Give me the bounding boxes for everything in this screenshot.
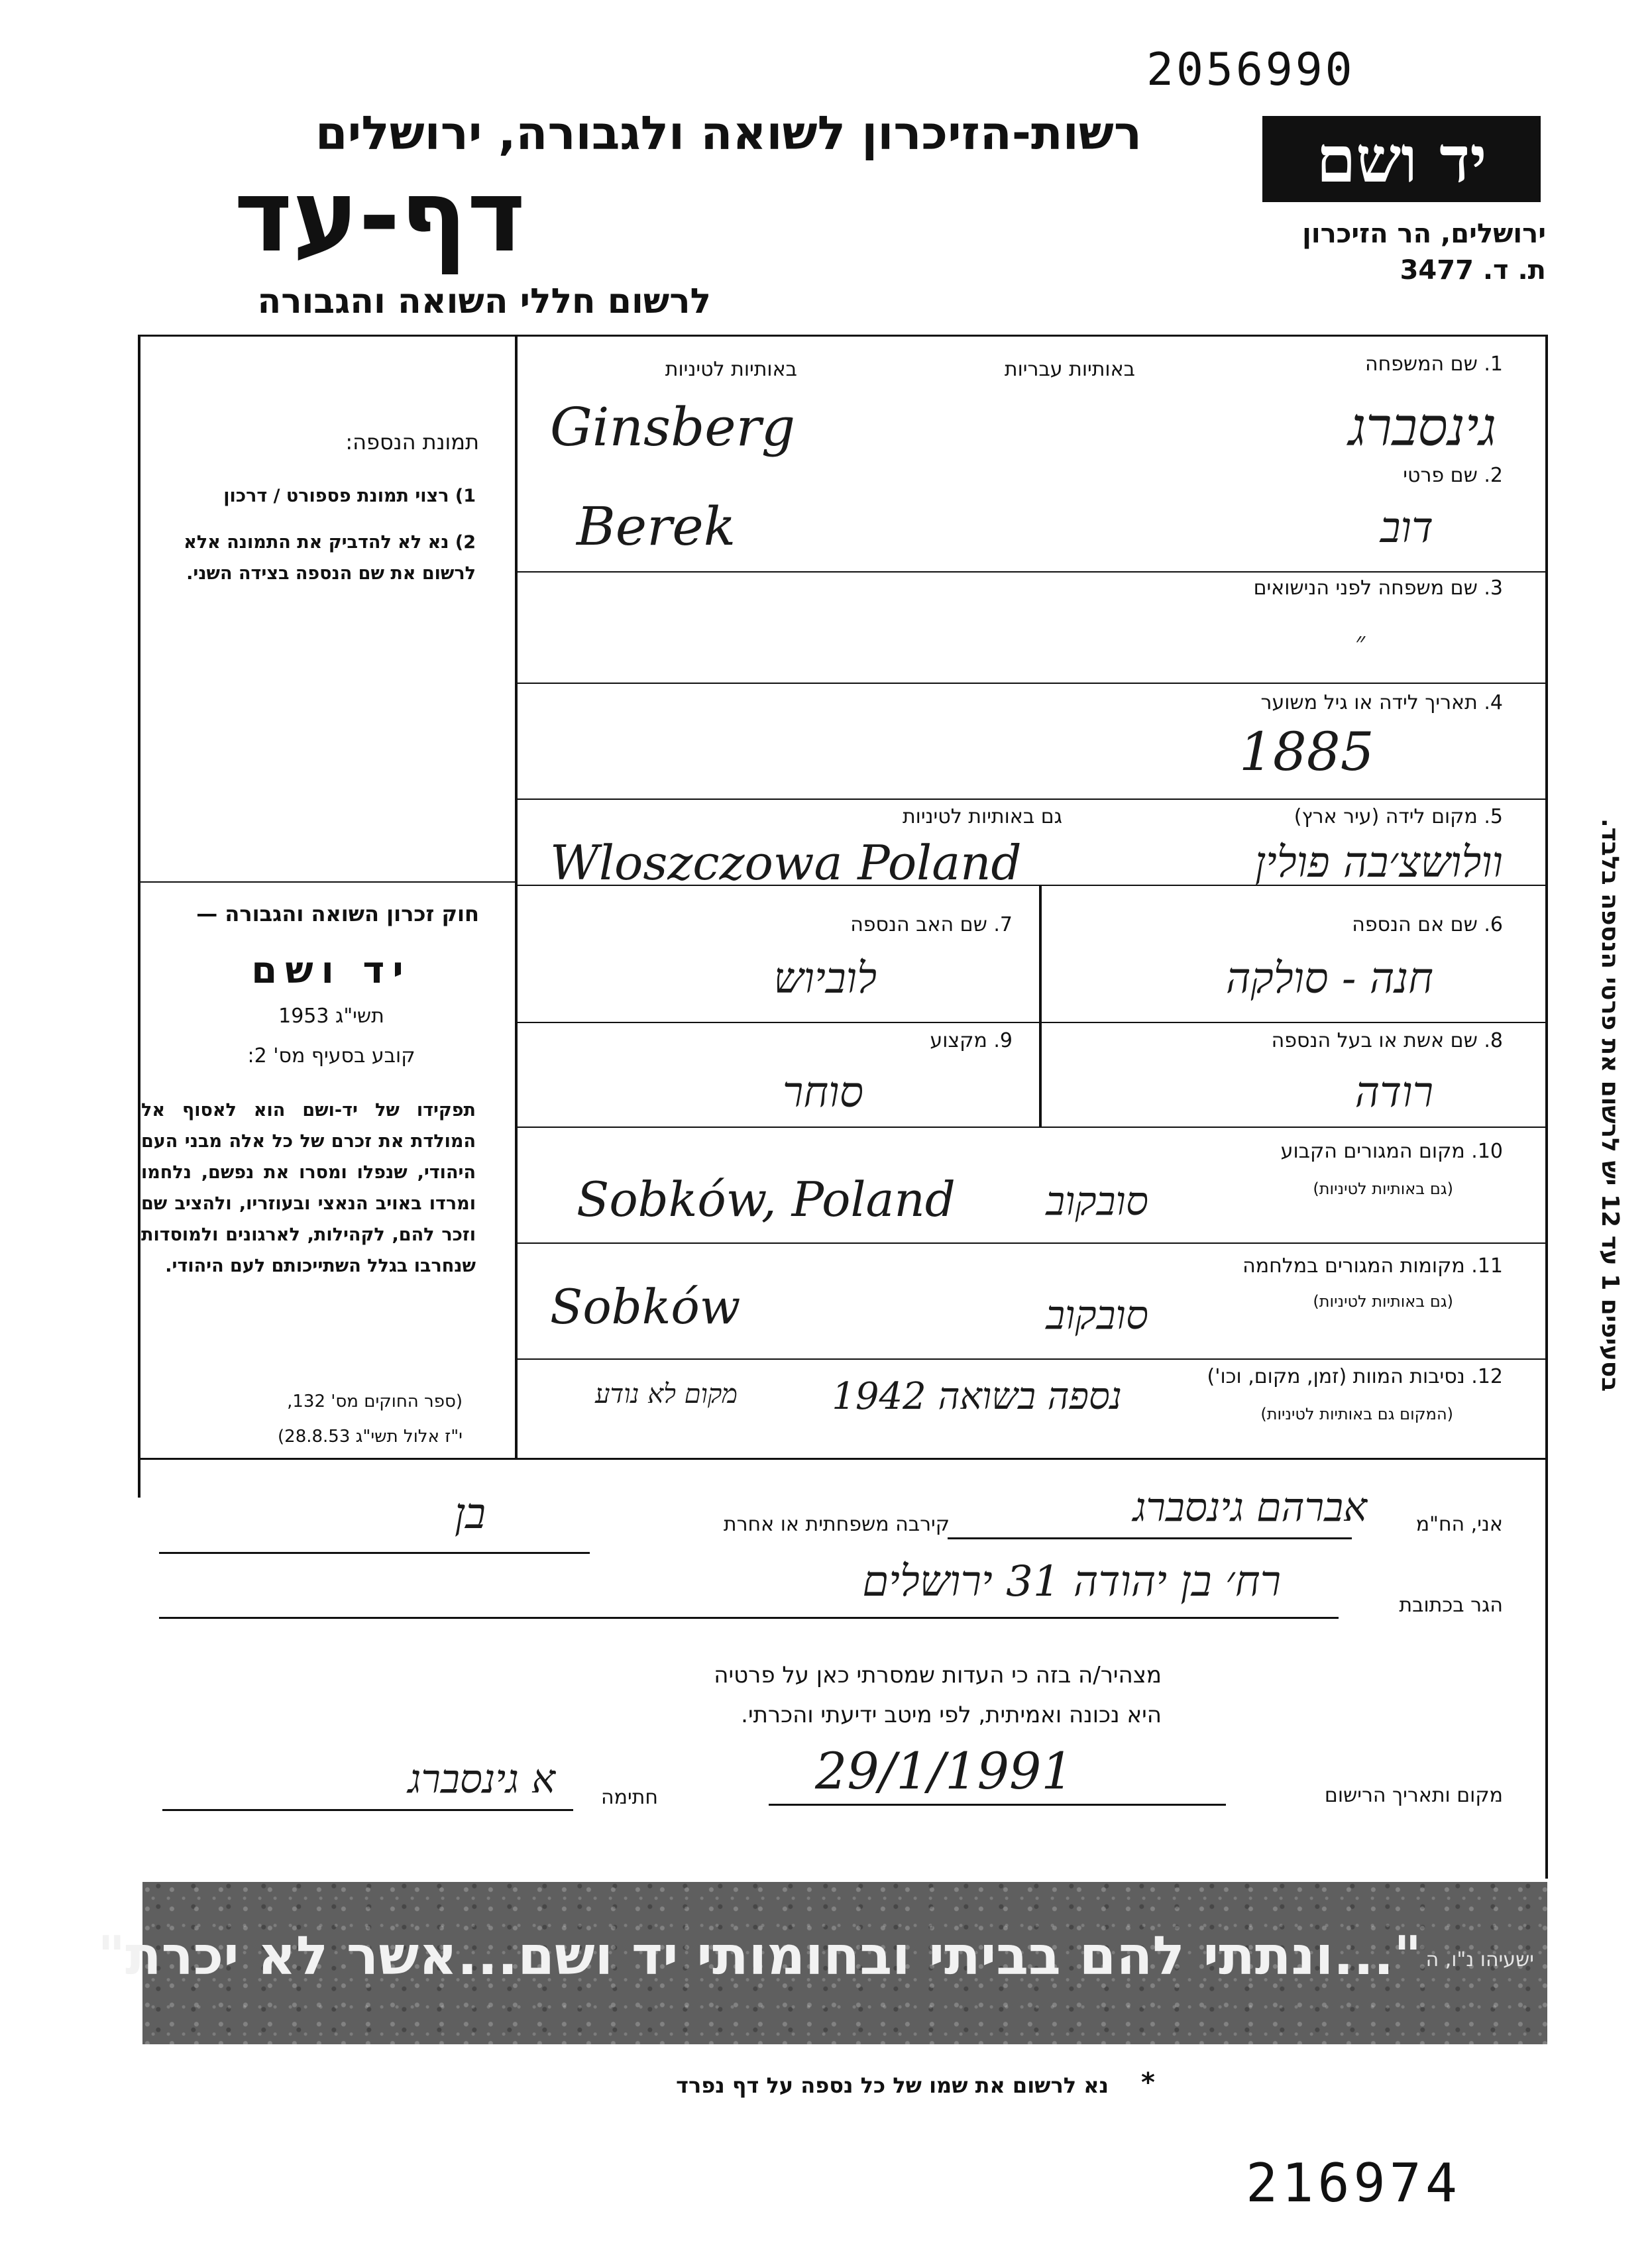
authority-name: רשות-הזיכרון לשואה ולגבורה, ירושלים [315,106,1142,160]
address-label: הגר בכתובת [1399,1594,1503,1617]
photo-title: תמונת הנספה: [345,429,479,455]
row-divider [515,1242,1545,1244]
row-divider [515,571,1545,573]
field-1-label: 1. שם המשפחה [1364,353,1503,376]
field-1-value-hebrew[interactable]: גינסברג [1348,396,1496,458]
signature-label: חתימה [600,1786,658,1809]
logo-block [1262,116,1541,202]
address-value[interactable]: רח׳ בן יהודה 31 ירושלים [862,1557,1281,1606]
field-11-label: 11. מקומות המגורים במלחמה [1242,1254,1503,1278]
serial-number-bottom: 216974 [1246,2152,1461,2214]
field-12-value[interactable]: נספה בשואה 1942 [832,1375,1122,1418]
relation-value[interactable]: בן [454,1490,486,1539]
row-divider [515,683,1545,684]
side-note: בסעיפים 1 עד 12 יש לרשום את פרטי הנספה בלבד. [1596,818,1624,1392]
field-2-label: 2. שם פרטי [1403,464,1503,487]
declarer-line [948,1537,1352,1539]
field-7-label: 7. שם האב הנספה [850,913,1013,936]
field-9-value[interactable]: סוחר [782,1068,863,1117]
signature-line [162,1809,573,1811]
field-6-value[interactable]: חנה - סולקה [1226,954,1433,1003]
declarer-label: אני, הח"מ [1415,1513,1503,1536]
yad-vashem-logo: יד ושם [1316,121,1487,197]
row-divider [515,1358,1545,1360]
serial-number-top: 2056990 [1146,44,1355,96]
page-title: דף-עד [234,159,525,274]
law-title: חוק זכרון השואה והגבורה — [196,901,479,926]
field-4-value[interactable]: 1885 [1239,721,1374,783]
law-source-2: י"ז אלול תשי"ג 28.8.53) [278,1427,463,1447]
field-5-value-hebrew[interactable]: וולושצ׳בה פולין [1254,838,1503,887]
place-date-label: מקום ותאריך הרישום [1324,1784,1503,1807]
place-date-value[interactable]: 29/1/1991 [815,1741,1074,1800]
statement-line-1: מצהיר/ה בזה כי העדות שמסרתי כאן על פרטיה [714,1662,1162,1688]
frame-top [138,335,1548,337]
field-12-label: 12. נסיבות המוות (זמן, מקום, וכו') [1207,1365,1503,1388]
fields-bottom [138,1458,1548,1460]
row-divider [515,798,1545,800]
field-6-label: 6. שם אם הנספה [1352,913,1503,936]
relation-line [159,1552,590,1554]
left-panel-divider [138,881,515,883]
frame-right [1545,335,1548,1879]
field-5-label: 5. מקום לידה (עיר ארץ) [1294,805,1503,828]
field-11-value-latin[interactable]: Sobków [550,1279,741,1335]
field-10-label: 10. מקום המגורים הקבוע [1280,1140,1503,1163]
column-divider [515,335,518,1458]
quote-banner [97,1882,1547,2044]
law-clause: קובע בסעיף מס' 2: [247,1044,415,1068]
field-2-value-latin[interactable]: Berek [577,496,736,557]
statement-line-2: היא נכונה ואמיתית, לפי מיטב ידיעתי והכרתי. [741,1702,1162,1728]
place-date-line [769,1804,1226,1806]
field-11-sub: (גם באותיות לטיניות) [1313,1292,1453,1311]
field-8-label: 8. שם אשת או בעל הנספה [1271,1029,1503,1052]
field-10-value-latin[interactable]: Sobków, Poland [577,1172,956,1227]
field-9-label: 9. מקצוע [930,1029,1013,1052]
address-line [159,1617,1339,1619]
field-10-sub: (גם באותיות לטיניות) [1313,1180,1453,1198]
row-divider [515,1127,1545,1128]
signature-value[interactable]: א גינסברג [408,1756,555,1802]
row-divider [515,1022,1545,1023]
law-year: תשי"ג 1953 [278,1005,384,1028]
photo-note-1: 1) רצוי תמונת פספורט / דרכון [223,486,476,506]
field-12-value-extra[interactable]: מקום לא נודע [595,1379,738,1409]
field-8-value[interactable]: רודה [1354,1068,1433,1117]
banner-quote: "...ונתתי להם בביתי ובחומותי יד ושם...אשר לא יכרת" [97,1925,1421,1987]
field-2-value-hebrew[interactable]: דוב [1380,504,1433,553]
field-10-value-hebrew[interactable]: סובקוב [1046,1178,1148,1225]
declarer-value[interactable]: אברהם גינסברג [1132,1484,1367,1531]
field-5-value-latin[interactable]: Wloszczowa Poland [550,835,1022,891]
law-source-1: (ספר החוקים מס' 132, [287,1392,463,1411]
field-11-value-hebrew[interactable]: סובקוב [1046,1292,1148,1339]
logo-address-line1: ירושלים, הר הזיכרון [1302,219,1546,249]
law-name: יד ושם [251,949,412,992]
field-5-label-latin: גם באותיות לטיניות [902,805,1062,828]
cell-divider-6-7 [1039,885,1042,1127]
law-body: תפקידו של יד-ושם הוא לאסוף אל המולדת את זכרם של כל אלה מבני העם היהודי, שנפלו ומסרו את נפשם, נלחמו ומרדו באויב הנאצי ובעוזריו, ולהציב שם וזכר להם, לקהילות, לארגונים ולמוסדות שנחרבו בגלל השתייכותם לעם היהודי. [141,1100,476,1276]
page-subtitle: לרשום חללי השואה והגבורה [257,282,711,321]
field-1-value-latin[interactable]: Ginsberg [550,396,796,458]
relation-label: קירבה משפחתית או אחרת [723,1513,950,1536]
field-4-label: 4. תאריך לידה או גיל משוער [1260,691,1503,714]
column-hebrew-label: באותיות עבריות [1004,358,1135,381]
footer-asterisk: * [1141,2067,1155,2098]
footer-note: נא לרשום את שמו של כל נספה על דף נפרד [676,2073,1109,2098]
field-3-value[interactable]: ״ [1355,627,1366,657]
field-3-label: 3. שם משפחה לפני הנישואים [1253,577,1503,600]
logo-address-line2: ת. ד. 3477 [1400,255,1546,286]
column-latin-label: באותיות לטיניות [665,358,797,381]
field-7-value[interactable]: לוביוש [773,954,877,1003]
photo-note-2: 2) נא לא להדביק את התמונה אלא לרשום את שם הנספה בצידה השני. [184,532,476,584]
field-12-sub: (המקום גם באותיות לטיניות) [1260,1405,1453,1423]
banner-source: ישעיהו נ"ו, ה [1425,1948,1534,1971]
